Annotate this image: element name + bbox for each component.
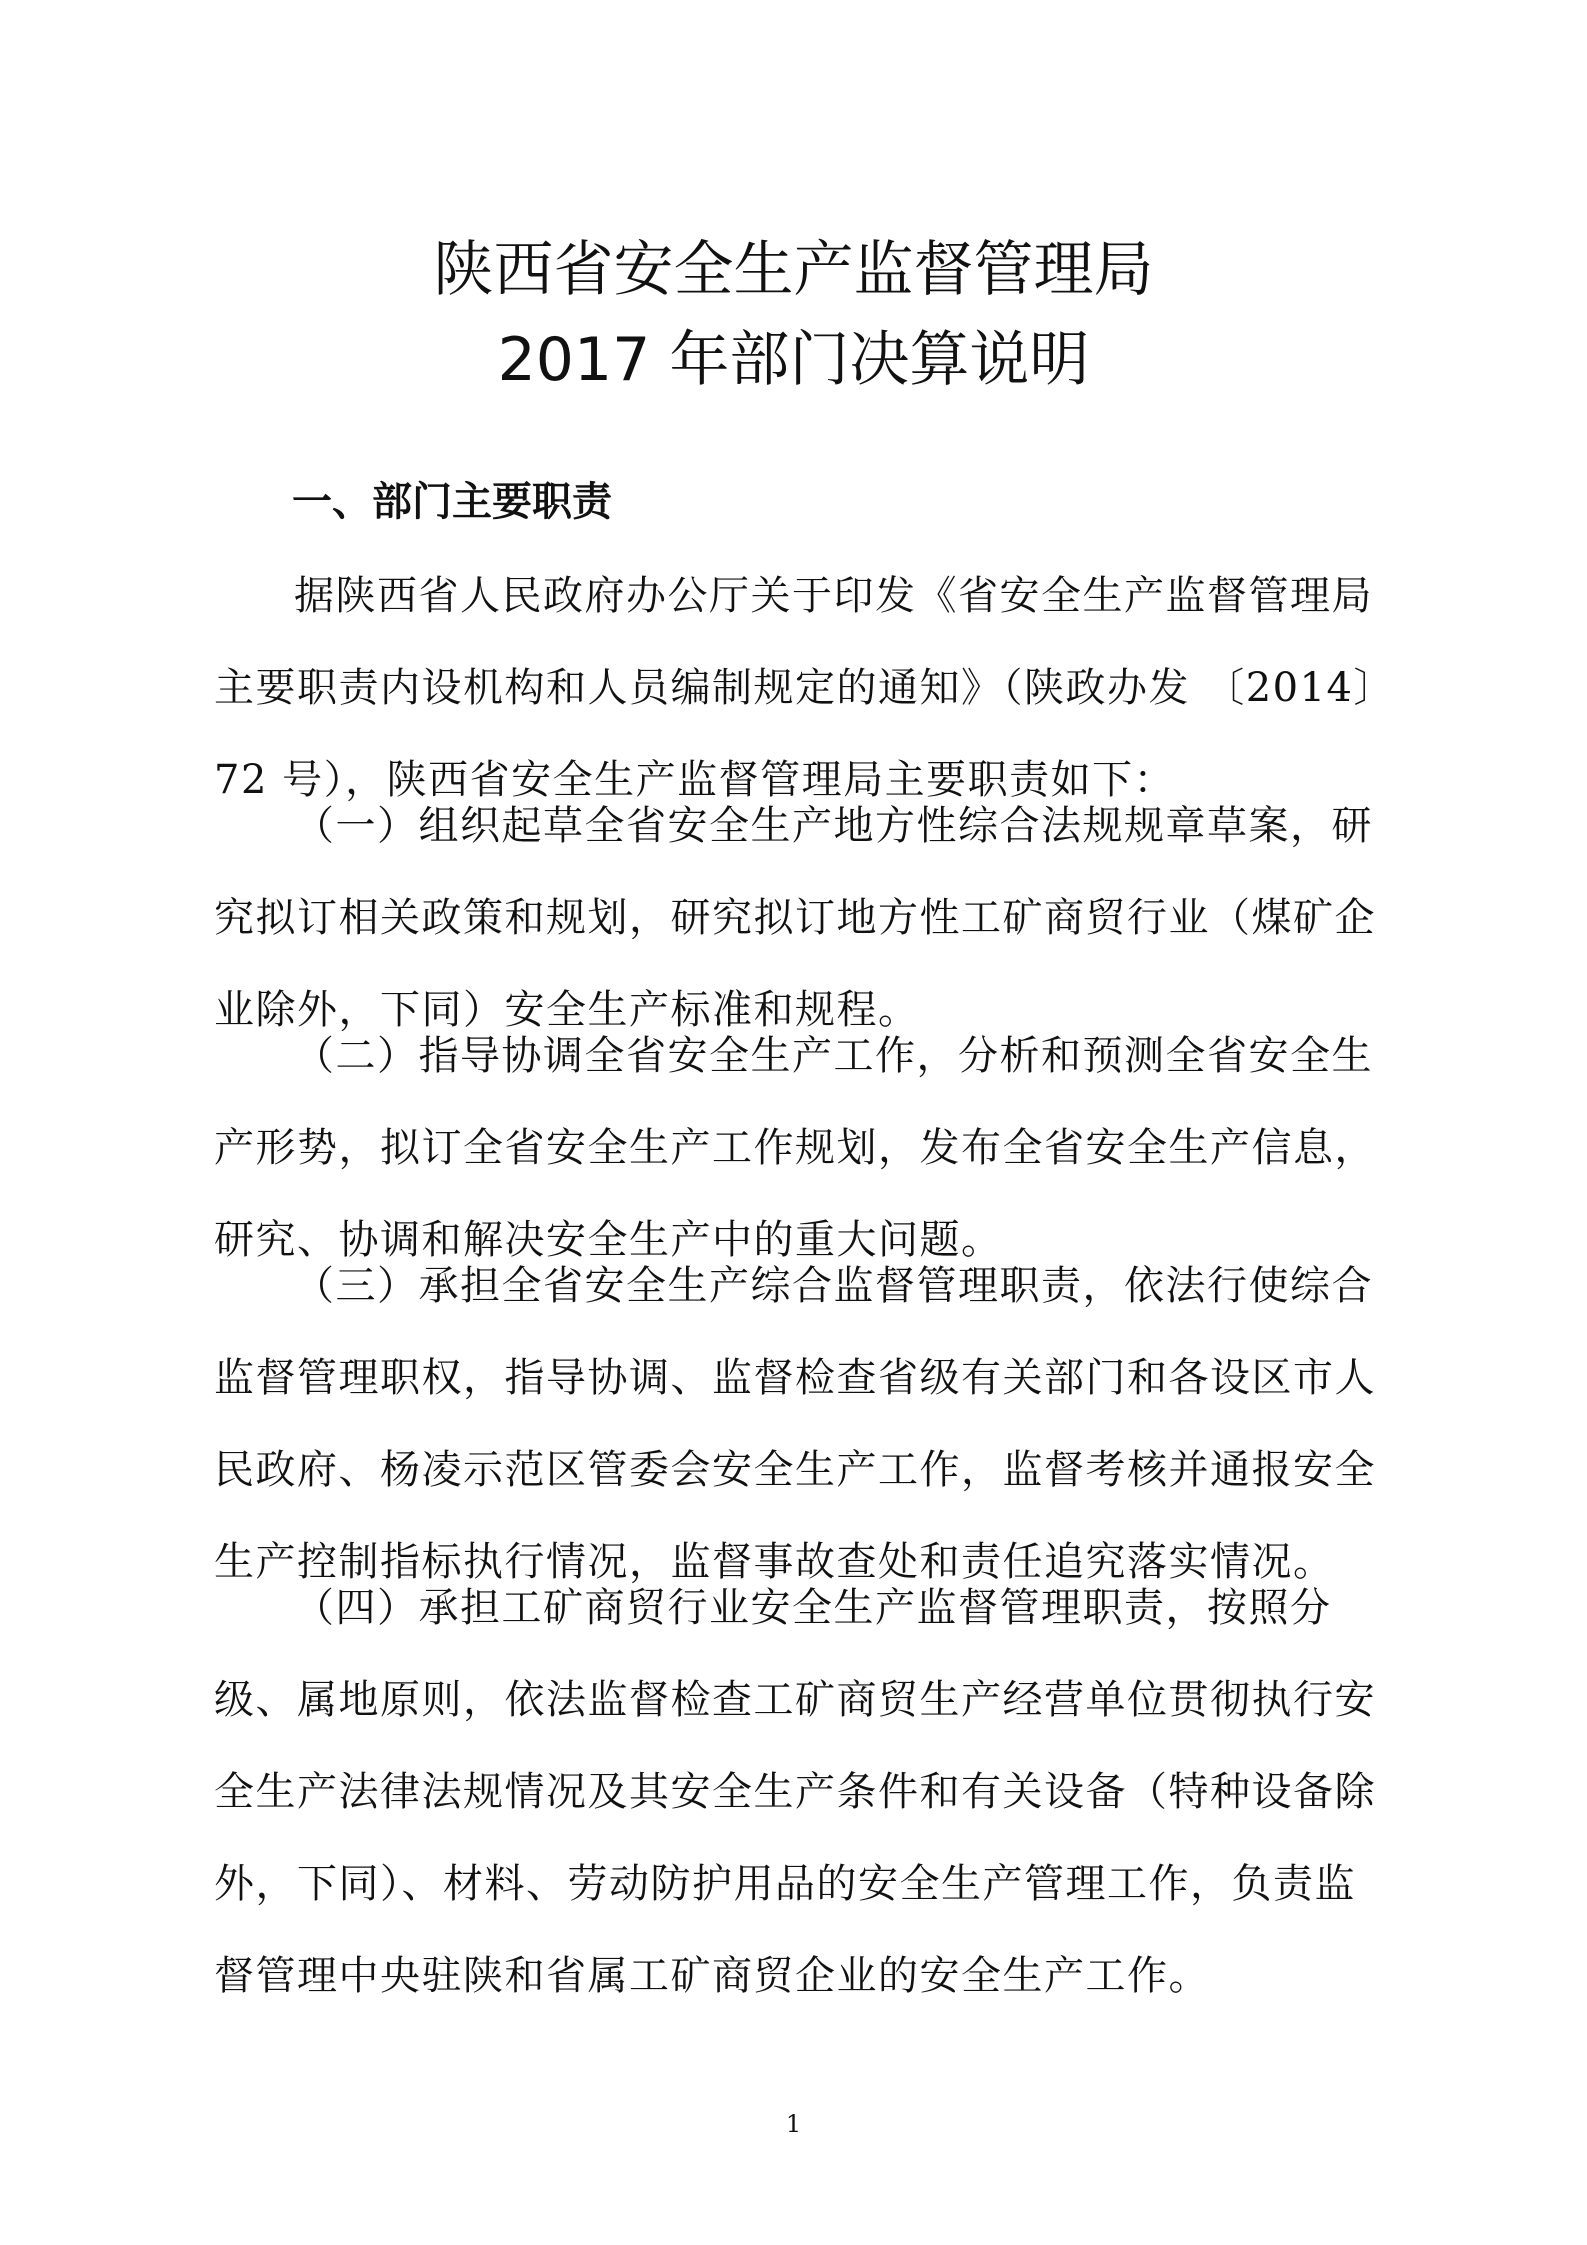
document-title-line-1: 陕西省安全生产监督管理局	[433, 235, 1154, 305]
paragraph-intro: 据陕西省人民政府办公厅关于印发《省安全生产监督管理局主要职责内设机构和人员编制规定的通知》（陕政办发 〔2014〕72 号），陕西省安全生产监督管理局主要职责如下：	[214, 573, 1376, 803]
section-heading: 一、部门主要职责	[292, 479, 612, 525]
page-number: 1	[785, 2110, 802, 2138]
paragraph-item-3: （三）承担全省安全生产综合监督管理职责，依法行使综合监督管理职权，指导协调、监督检查省级有关部门和各设区市人民政府、杨凌示范区管委会安全生产工作，监督考核并通报安全生产控制指标执行情况，监督事故查处和责任追究落实情况。	[214, 1263, 1376, 1585]
document-title-line-2: 2017 年部门决算说明	[497, 325, 1090, 395]
paragraph-item-4: （四）承担工矿商贸行业安全生产监督管理职责，按照分级、属地原则，依法监督检查工矿商贸生产经营单位贯彻执行安全生产法律法规情况及其安全生产条件和有关设备（特种设备除外，下同）、材料、劳动防护用品的安全生产管理工作，负责监督管理中央驻陕和省属工矿商贸企业的安全生产工作。	[214, 1585, 1376, 1999]
paragraph-item-1: （一）组织起草全省安全生产地方性综合法规规章草案，研究拟订相关政策和规划，研究拟订地方性工矿商贸行业（煤矿企业除外，下同）安全生产标准和规程。	[214, 803, 1376, 1033]
paragraph-item-2: （二）指导协调全省安全生产工作，分析和预测全省安全生产形势，拟订全省安全生产工作规划，发布全省安全生产信息，研究、协调和解决安全生产中的重大问题。	[214, 1033, 1376, 1263]
